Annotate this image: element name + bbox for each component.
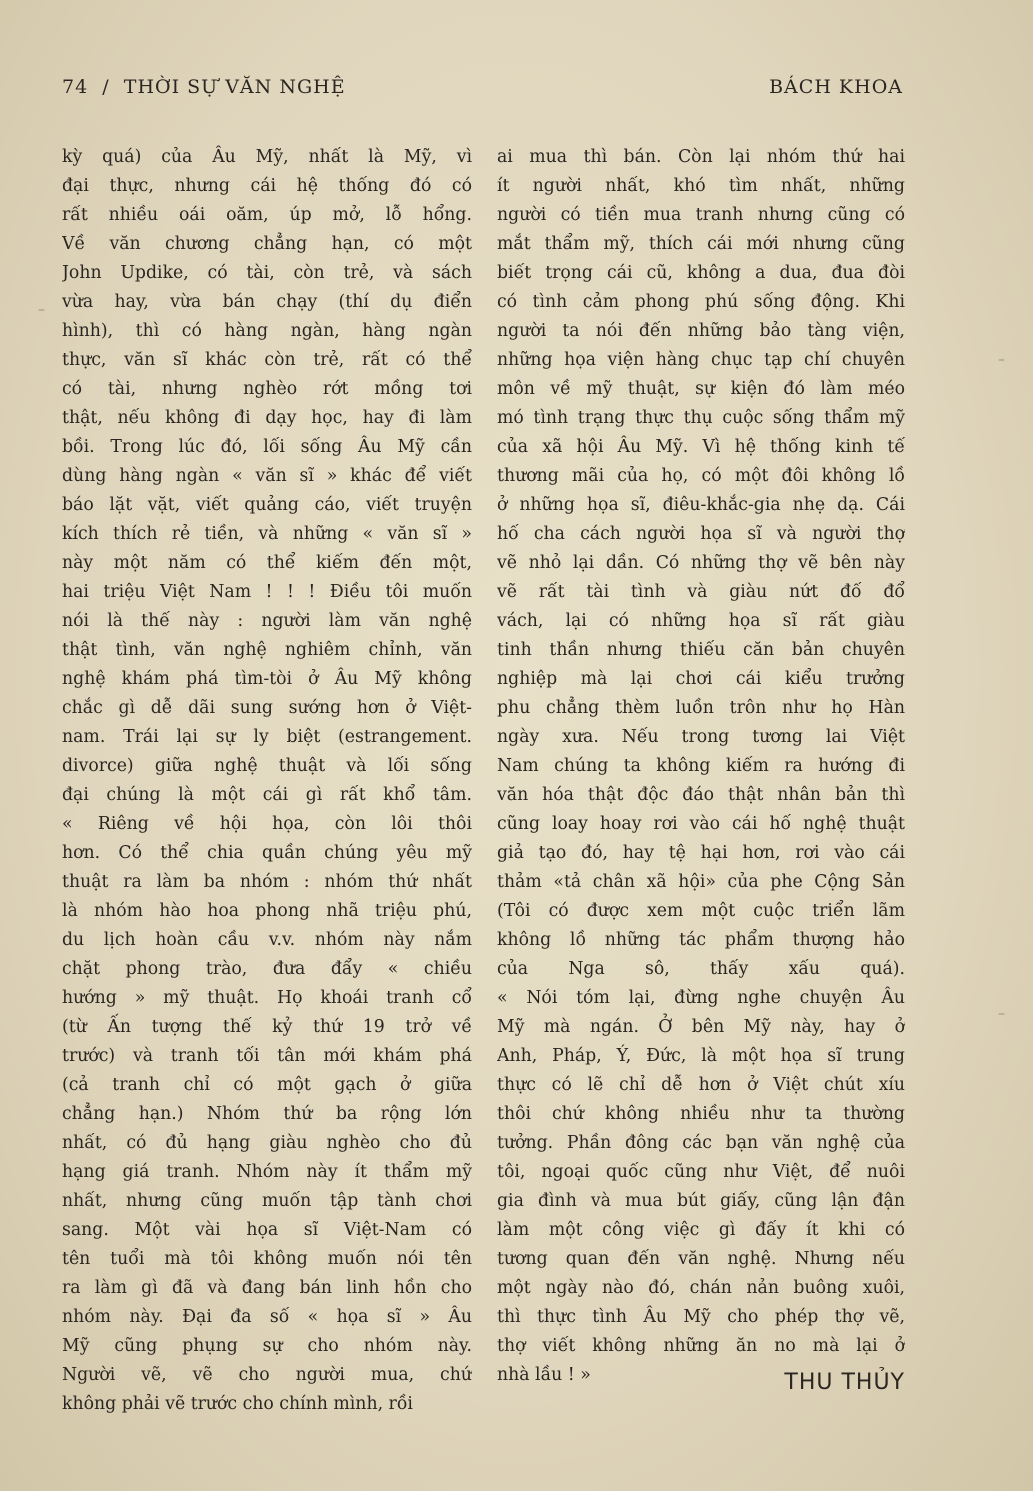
text-line: thôi chứ không nhiều như ta thường <box>497 1104 905 1124</box>
text-line: hố cha cách người họa sĩ và người thợ <box>497 524 905 544</box>
text-line: nam. Trái lại sự ly biệt (estrangement. <box>62 727 472 747</box>
text-line: thảm «tả chân xã hội» của phe Cộng Sản <box>497 872 905 892</box>
text-line: Anh, Pháp, Ý, Đức, là một họa sĩ trung <box>497 1046 905 1066</box>
text-line: trước) và tranh tối tân mới khám phá <box>62 1046 472 1066</box>
text-line: không phải vẽ trước cho chính mình, rồi <box>62 1394 413 1414</box>
text-line: thì thực tình Âu Mỹ cho phép thợ vẽ, <box>497 1307 905 1327</box>
text-line: thực có lẽ chỉ dễ hơn ở Việt chút xíu <box>497 1075 905 1095</box>
text-line: làm một công việc gì đấy ít khi có <box>497 1220 905 1240</box>
text-line: Mỹ cũng phụng sự cho nhóm này. <box>62 1336 472 1356</box>
text-line: thật, nếu không đi dạy học, hay đi làm <box>62 408 472 428</box>
text-line: mó tình trạng thực thụ cuộc sống thẩm mỹ <box>497 408 905 428</box>
text-line: Mỹ mà ngán. Ở bên Mỹ này, hay ở <box>497 1017 905 1037</box>
text-line: có tình cảm phong phú sống động. Khi <box>497 292 905 312</box>
text-line: vách, lại có những họa sĩ rất giàu <box>497 611 905 631</box>
section-title: THỜI SỰ VĂN NGHỆ <box>123 76 346 98</box>
text-line: ngày xưa. Nếu trong tương lai Việt <box>497 727 905 747</box>
text-line: ai mua thì bán. Còn lại nhóm thứ hai <box>497 147 905 167</box>
text-line: phu chẳng thèm luồn trôn như họ Hàn <box>497 698 905 718</box>
text-line: một ngày nào đó, chán nản buông xuôi, <box>497 1278 905 1298</box>
text-line: ít người nhất, khó tìm nhất, những <box>497 176 905 196</box>
text-line: văn hóa thật độc đáo thật nhân bản thì <box>497 785 905 805</box>
text-line: là nhóm hào hoa phong nhã triệu phú, <box>62 901 472 921</box>
text-line: hạng giá tranh. Nhóm này ít thẩm mỹ <box>62 1162 472 1182</box>
text-line: Nam chúng ta không kiếm ra hướng đi <box>497 756 905 776</box>
text-line: (Tôi có được xem một cuộc triển lãm <box>497 901 905 921</box>
text-line: dùng hàng ngàn « văn sĩ » khác để viết <box>62 466 472 486</box>
text-line: ở những họa sĩ, điêu-khắc-gia nhẹ dạ. Cái <box>497 495 905 515</box>
text-line: vẽ rất tài tình và giàu nứt đố đổ <box>497 582 905 602</box>
text-line: gia đình và mua bút giấy, cũng lận đận <box>497 1191 905 1211</box>
text-line: vẽ nhỏ lại dần. Có những thợ vẽ bên này <box>497 553 905 573</box>
text-line: biết trọng cái cũ, không a dua, đua đòi <box>497 263 905 283</box>
margin-dash: – <box>998 1006 1005 1022</box>
text-line: sang. Một vài họa sĩ Việt-Nam có <box>62 1220 472 1240</box>
text-line: « Riêng về hội họa, còn lôi thôi <box>62 814 472 834</box>
text-line: mắt thẩm mỹ, thích cái mới nhưng cũng <box>497 234 905 254</box>
text-line: ra làm gì đã và đang bán linh hồn cho <box>62 1278 472 1298</box>
header-left <box>62 76 346 98</box>
text-line: cũng loay hoay rơi vào cái hố nghệ thuật <box>497 814 905 834</box>
text-line: kích thích rẻ tiền, và những « văn sĩ » <box>62 524 472 544</box>
text-line: chặt phong trào, đưa đẩy « chiều <box>62 959 472 979</box>
author-signature: THU THỦY <box>784 1370 905 1395</box>
text-line: môn về mỹ thuật, sự kiện đó làm méo <box>497 379 905 399</box>
page-number: 74 <box>62 76 89 98</box>
text-line: hình), thì có hàng ngàn, hàng ngàn <box>62 321 472 341</box>
text-line: thuật ra làm ba nhóm : nhóm thứ nhất <box>62 872 472 892</box>
text-line: divorce) giữa nghệ thuật và lối sống <box>62 756 472 776</box>
text-line: hướng » mỹ thuật. Họ khoái tranh cổ <box>62 988 472 1008</box>
text-line: Về văn chương chẳng hạn, có một <box>62 234 472 254</box>
text-line: nói là thế này : người làm văn nghệ <box>62 611 472 631</box>
text-line: thợ viết không những ăn no mà lại ở <box>497 1336 905 1356</box>
text-line: nhất, nhưng cũng muốn tập tành chơi <box>62 1191 472 1211</box>
text-line: báo lặt vặt, viết quảng cáo, viết truyện <box>62 495 472 515</box>
text-line: thật tình, văn nghệ nghiêm chỉnh, văn <box>62 640 472 660</box>
text-line: (từ Ấn tượng thế kỷ thứ 19 trở về <box>62 1017 472 1037</box>
right-column <box>497 143 905 1390</box>
text-line: có tài, nhưng nghèo rớt mồng tơi <box>62 379 472 399</box>
text-line: chẳng hạn.) Nhóm thứ ba rộng lớn <box>62 1104 472 1124</box>
text-line: hơn. Có thể chia quần chúng yêu mỹ <box>62 843 472 863</box>
text-line: giả tạo đó, hay tệ hại hơn, rơi vào cái <box>497 843 905 863</box>
page-header <box>62 76 903 106</box>
text-line: đại chúng là một cái gì rất khổ tâm. <box>62 785 472 805</box>
text-line: nhà lầu ! » <box>497 1365 591 1385</box>
text-line: bồi. Trong lúc đó, lối sống Âu Mỹ cần <box>62 437 472 457</box>
text-line: không lồ những tác phẩm thượng hảo <box>497 930 905 950</box>
text-line: vừa hay, vừa bán chạy (thí dụ điển <box>62 292 472 312</box>
text-line: nhóm này. Đại đa số « họa sĩ » Âu <box>62 1307 472 1327</box>
text-line: nghệ khám phá tìm-tòi ở Âu Mỹ không <box>62 669 472 689</box>
text-line: tinh thần nhưng thiếu căn bản chuyên <box>497 640 905 660</box>
left-column <box>62 143 472 1419</box>
text-line: hai triệu Việt Nam ! ! ! Điều tôi muốn <box>62 582 472 602</box>
text-line: du lịch hoàn cầu v.v. nhóm này nắm <box>62 930 472 950</box>
text-line: kỳ quá) của Âu Mỹ, nhất là Mỹ, vì <box>62 147 472 167</box>
text-line: người có tiền mua tranh nhưng cũng có <box>497 205 905 225</box>
text-line: thực, văn sĩ khác còn trẻ, rất có thể <box>62 350 472 370</box>
text-line: nhất, có đủ hạng giàu nghèo cho đủ <box>62 1133 472 1153</box>
text-line: « Nói tóm lại, đừng nghe chuyện Âu <box>497 988 905 1008</box>
text-line: tưởng. Phần đông các bạn văn nghệ của <box>497 1133 905 1153</box>
text-line: người ta nói đến những bảo tàng viện, <box>497 321 905 341</box>
text-line: đại thực, nhưng cái hệ thống đó có <box>62 176 472 196</box>
text-line: John Updike, có tài, còn trẻ, và sách <box>62 263 472 283</box>
text-line: tôi, ngoại quốc cũng như Việt, để nuôi <box>497 1162 905 1182</box>
margin-dash: – <box>38 302 45 318</box>
magazine-name: BÁCH KHOA <box>769 76 903 98</box>
text-line: chắc gì dễ dãi sung sướng hơn ở Việt- <box>62 698 472 718</box>
text-line: này một năm có thể kiếm đến một, <box>62 553 472 573</box>
text-line: của xã hội Âu Mỹ. Vì hệ thống kinh tế <box>497 437 905 457</box>
text-line: của Nga sô, thấy xấu quá). <box>497 959 905 979</box>
text-line: những họa viện hàng chục tạp chí chuyên <box>497 350 905 370</box>
text-line: rất nhiều oái oăm, úp mở, lỗ hổng. <box>62 205 472 225</box>
text-line: tương quan đến văn nghệ. Nhưng nếu <box>497 1249 905 1269</box>
margin-dash: – <box>998 352 1005 368</box>
text-line: Người vẽ, vẽ cho người mua, chứ <box>62 1365 472 1385</box>
text-line: thương mãi của họ, có một đôi không lồ <box>497 466 905 486</box>
text-line: (cả tranh chỉ có một gạch ở giữa <box>62 1075 472 1095</box>
header-separator: / <box>102 76 110 98</box>
text-line: tên tuổi mà tôi không muốn nói tên <box>62 1249 472 1269</box>
text-line: nghiệp mà lại chơi cái kiểu trưởng <box>497 669 905 689</box>
